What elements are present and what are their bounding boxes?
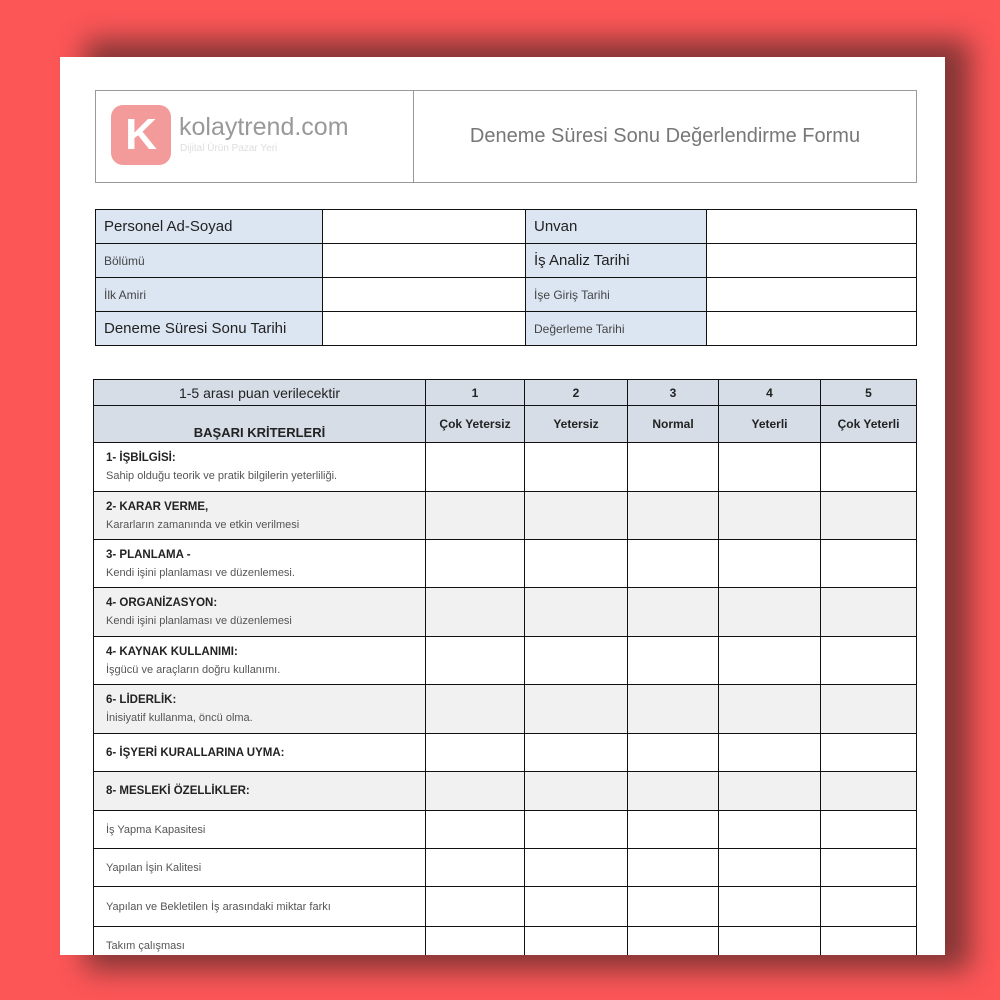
score-4: 4 — [719, 380, 821, 406]
score-cell-5[interactable] — [821, 637, 917, 685]
level-2: Yetersiz — [525, 406, 628, 443]
logo-icon: K — [111, 105, 171, 165]
criteria-description: İnisiyatif kullanma, öncü olma. — [106, 712, 253, 724]
criteria-row — [94, 588, 917, 637]
info-row — [96, 244, 917, 278]
criteria-cell — [94, 443, 426, 492]
score-cell-1[interactable] — [426, 443, 525, 492]
criteria-row — [94, 540, 917, 588]
score-cell-5[interactable] — [821, 887, 917, 927]
score-cell-1[interactable] — [426, 849, 525, 887]
score-cell-2[interactable] — [525, 811, 628, 849]
info-value-field[interactable] — [323, 278, 526, 312]
criteria-cell — [94, 492, 426, 540]
logo-name: kolaytrend.com — [179, 113, 349, 141]
criteria-title: 8- MESLEKİ ÖZELLİKLER: — [106, 785, 250, 797]
criteria-row — [94, 927, 917, 956]
score-2: 2 — [525, 380, 628, 406]
criteria-cell — [94, 887, 426, 927]
score-cell-1[interactable] — [426, 927, 525, 956]
info-row — [96, 312, 917, 346]
score-cell-4[interactable] — [719, 772, 821, 811]
level-1: Çok Yetersiz — [426, 406, 525, 443]
criteria-header: BAŞARI KRİTERLERİ — [94, 406, 426, 443]
score-cell-1[interactable] — [426, 887, 525, 927]
score-cell-5[interactable] — [821, 588, 917, 637]
score-cell-2[interactable] — [525, 443, 628, 492]
personnel-info-table — [95, 209, 917, 346]
info-label: Değerleme Tarihi — [526, 312, 707, 346]
info-value-field[interactable] — [707, 312, 917, 346]
criteria-title: 2- KARAR VERME, — [106, 500, 209, 513]
criteria-cell — [94, 588, 426, 637]
info-label: İlk Amiri — [96, 278, 323, 312]
score-cell-1[interactable] — [426, 588, 525, 637]
score-5: 5 — [821, 380, 917, 406]
criteria-title: 4- ORGANİZASYON: — [106, 597, 218, 609]
logo — [96, 91, 414, 182]
document-page — [60, 57, 945, 955]
score-cell-4[interactable] — [719, 811, 821, 849]
instruction: 1-5 arası puan verilecektir — [94, 380, 426, 406]
score-cell-5[interactable] — [821, 492, 917, 540]
info-value-field[interactable] — [323, 244, 526, 278]
info-label: Deneme Süresi Sonu Tarihi — [96, 312, 323, 346]
criteria-description: Yapılan İşin Kalitesi — [106, 861, 202, 874]
info-label: Unvan — [526, 210, 707, 244]
score-cell-4[interactable] — [719, 927, 821, 956]
info-value-field[interactable] — [323, 210, 526, 244]
info-label: İşe Giriş Tarihi — [526, 278, 707, 312]
score-cell-1[interactable] — [426, 685, 525, 734]
level-5: Çok Yeterli — [821, 406, 917, 443]
criteria-description: Takım çalışması — [106, 939, 185, 952]
criteria-description: Sahip olduğu teorik ve pratik bilgilerin yeterliliği. — [106, 470, 338, 482]
level-3: Normal — [628, 406, 719, 443]
info-label: Personel Ad-Soyad — [96, 210, 323, 244]
score-cell-2[interactable] — [525, 734, 628, 772]
score-cell-4[interactable] — [719, 588, 821, 637]
score-cell-5[interactable] — [821, 811, 917, 849]
score-cell-5[interactable] — [821, 927, 917, 956]
score-cell-3[interactable] — [628, 685, 719, 734]
score-cell-4[interactable] — [719, 887, 821, 927]
score-cell-3[interactable] — [628, 637, 719, 685]
score-cell-5[interactable] — [821, 734, 917, 772]
criteria-row — [94, 887, 917, 927]
criteria-cell — [94, 811, 426, 849]
score-cell-3[interactable] — [628, 772, 719, 811]
score-cell-3[interactable] — [628, 734, 719, 772]
criteria-row — [94, 637, 917, 685]
score-cell-3[interactable] — [628, 927, 719, 956]
score-cell-4[interactable] — [719, 637, 821, 685]
score-cell-2[interactable] — [525, 772, 628, 811]
score-cell-3[interactable] — [628, 492, 719, 540]
criteria-row — [94, 772, 917, 811]
score-header-row — [94, 380, 917, 406]
score-cell-2[interactable] — [525, 849, 628, 887]
criteria-description: İşgücü ve araçların doğru kullanımı. — [106, 663, 281, 676]
criteria-title: 4- KAYNAK KULLANIMI: — [106, 645, 238, 658]
criteria-description: Kendi işini planlaması ve düzenlemesi — [106, 615, 292, 627]
score-cell-1[interactable] — [426, 772, 525, 811]
info-label: İş Analiz Tarihi — [526, 244, 707, 278]
criteria-description: Kendi işini planlaması ve düzenlemesi. — [106, 566, 295, 579]
score-cell-1[interactable] — [426, 811, 525, 849]
score-cell-5[interactable] — [821, 685, 917, 734]
score-cell-3[interactable] — [628, 811, 719, 849]
score-cell-1[interactable] — [426, 734, 525, 772]
level-header-row — [94, 406, 917, 443]
criteria-row — [94, 811, 917, 849]
criteria-row — [94, 443, 917, 492]
score-cell-2[interactable] — [525, 887, 628, 927]
criteria-cell — [94, 849, 426, 887]
criteria-cell — [94, 772, 426, 811]
score-cell-2[interactable] — [525, 685, 628, 734]
logo-tagline: Dijital Ürün Pazar Yeri — [180, 143, 278, 154]
info-value-field[interactable] — [323, 312, 526, 346]
score-cell-3[interactable] — [628, 443, 719, 492]
criteria-row — [94, 734, 917, 772]
score-1: 1 — [426, 380, 525, 406]
score-cell-5[interactable] — [821, 540, 917, 588]
score-cell-3[interactable] — [628, 887, 719, 927]
evaluation-table — [93, 379, 917, 955]
level-4: Yeterli — [719, 406, 821, 443]
score-cell-4[interactable] — [719, 685, 821, 734]
criteria-title: 6- LİDERLİK: — [106, 694, 177, 706]
score-cell-3[interactable] — [628, 849, 719, 887]
info-value-field[interactable] — [707, 244, 917, 278]
score-cell-4[interactable] — [719, 849, 821, 887]
form-title: Deneme Süresi Sonu Değerlendirme Formu — [469, 125, 861, 147]
score-cell-5[interactable] — [821, 772, 917, 811]
criteria-description: Yapılan ve Bekletilen İş arasındaki miktar farkı — [106, 900, 331, 913]
criteria-row — [94, 492, 917, 540]
score-cell-4[interactable] — [719, 492, 821, 540]
info-value-field[interactable] — [707, 210, 917, 244]
score-cell-1[interactable] — [426, 637, 525, 685]
criteria-title: 3- PLANLAMA - — [106, 548, 191, 561]
criteria-title: 6- İŞYERİ KURALLARINA UYMA: — [106, 746, 285, 759]
score-cell-5[interactable] — [821, 849, 917, 887]
score-cell-2[interactable] — [525, 492, 628, 540]
score-cell-2[interactable] — [525, 927, 628, 956]
score-cell-4[interactable] — [719, 734, 821, 772]
score-cell-2[interactable] — [525, 588, 628, 637]
criteria-row — [94, 849, 917, 887]
score-cell-2[interactable] — [525, 540, 628, 588]
info-label: Bölümü — [96, 244, 323, 278]
score-cell-5[interactable] — [821, 443, 917, 492]
criteria-cell — [94, 540, 426, 588]
score-cell-1[interactable] — [426, 492, 525, 540]
criteria-cell — [94, 734, 426, 772]
criteria-cell — [94, 685, 426, 734]
info-row — [96, 278, 917, 312]
score-cell-4[interactable] — [719, 540, 821, 588]
form-header — [95, 90, 917, 183]
info-value-field[interactable] — [707, 278, 917, 312]
score-cell-4[interactable] — [719, 443, 821, 492]
criteria-row — [94, 685, 917, 734]
info-row — [96, 210, 917, 244]
score-cell-3[interactable] — [628, 588, 719, 637]
criteria-description: İş Yapma Kapasitesi — [106, 823, 206, 836]
score-cell-3[interactable] — [628, 540, 719, 588]
score-cell-2[interactable] — [525, 637, 628, 685]
score-3: 3 — [628, 380, 719, 406]
score-cell-1[interactable] — [426, 540, 525, 588]
criteria-title: 1- İŞBİLGİSİ: — [106, 452, 176, 464]
criteria-cell — [94, 927, 426, 956]
criteria-description: Kararların zamanında ve etkin verilmesi — [106, 518, 300, 531]
criteria-cell — [94, 637, 426, 685]
